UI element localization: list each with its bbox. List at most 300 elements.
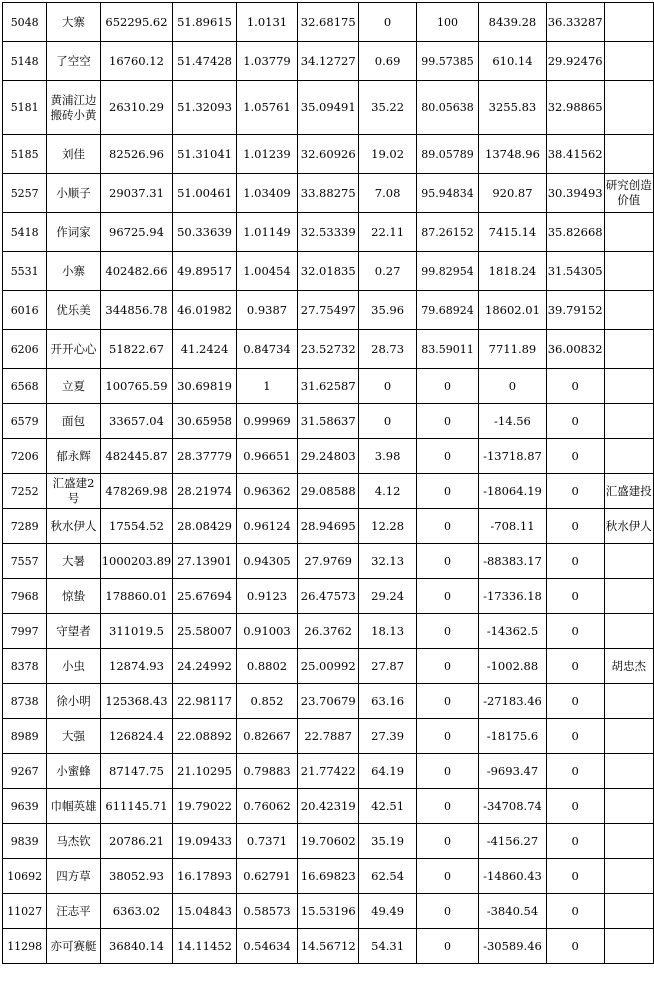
table-cell: 30.69819 <box>173 369 237 404</box>
table-cell: 12874.93 <box>100 649 173 684</box>
table-cell: 4.12 <box>359 474 417 509</box>
table-cell: 35.82668 <box>546 213 604 252</box>
table-cell: 0 <box>416 439 478 474</box>
table-cell: 27.13901 <box>173 544 237 579</box>
table-cell: 胡忠杰 <box>604 649 653 684</box>
table-cell: 178860.01 <box>100 579 173 614</box>
table-cell: 7252 <box>3 474 47 509</box>
table-cell: 7997 <box>3 614 47 649</box>
table-cell: 16760.12 <box>100 42 173 81</box>
table-cell: 27.39 <box>359 719 417 754</box>
table-row <box>3 509 654 544</box>
table-cell: 0.852 <box>236 684 297 719</box>
table-cell: 63.16 <box>359 684 417 719</box>
table-cell: 25.58007 <box>173 614 237 649</box>
table-cell: 32.01835 <box>298 252 359 291</box>
table-cell: 29037.31 <box>100 174 173 213</box>
table-cell: 守望者 <box>47 614 100 649</box>
table-cell: 汇盛建投 <box>604 474 653 509</box>
table-cell: 0 <box>416 929 478 964</box>
table-row <box>3 789 654 824</box>
table-row <box>3 404 654 439</box>
table-row <box>3 174 654 213</box>
table-cell: -9693.47 <box>479 754 547 789</box>
table-cell <box>604 789 653 824</box>
table-cell: 7415.14 <box>479 213 547 252</box>
table-cell <box>604 252 653 291</box>
table-row <box>3 252 654 291</box>
table-cell: 亦可赛艇 <box>47 929 100 964</box>
table-cell: 14.56712 <box>298 929 359 964</box>
table-cell: 巾帼英雄 <box>47 789 100 824</box>
table-cell <box>604 42 653 81</box>
table-cell: 刘佳 <box>47 135 100 174</box>
table-row <box>3 439 654 474</box>
table-cell: -27183.46 <box>479 684 547 719</box>
table-cell: 46.01982 <box>173 291 237 330</box>
table-cell: 0 <box>416 824 478 859</box>
table-cell: 0.82667 <box>236 719 297 754</box>
table-cell: 36.33287 <box>546 3 604 42</box>
table-cell: 31.58637 <box>298 404 359 439</box>
table-cell: -1002.88 <box>479 649 547 684</box>
table-cell: 1000203.89 <box>100 544 173 579</box>
table-cell: -4156.27 <box>479 824 547 859</box>
table-row <box>3 649 654 684</box>
table-cell: 0 <box>546 894 604 929</box>
table-row <box>3 213 654 252</box>
table-cell: 31.62587 <box>298 369 359 404</box>
table-cell: -13718.87 <box>479 439 547 474</box>
table-row <box>3 135 654 174</box>
table-row <box>3 3 654 42</box>
table-cell: 0 <box>359 3 417 42</box>
table-cell: 7557 <box>3 544 47 579</box>
table-cell: 1.01239 <box>236 135 297 174</box>
table-cell: 0 <box>416 614 478 649</box>
table-cell: 95.94834 <box>416 174 478 213</box>
table-cell: 0.96362 <box>236 474 297 509</box>
table-cell: 0.9387 <box>236 291 297 330</box>
table-cell: 0.8802 <box>236 649 297 684</box>
table-cell: -14.56 <box>479 404 547 439</box>
table-cell: 19.09433 <box>173 824 237 859</box>
table-cell: 0.69 <box>359 42 417 81</box>
table-cell: 87.26152 <box>416 213 478 252</box>
table-body <box>3 3 654 964</box>
table-cell <box>604 213 653 252</box>
table-row <box>3 894 654 929</box>
table-cell: 7.08 <box>359 174 417 213</box>
table-cell: 30.39493 <box>546 174 604 213</box>
table-cell: 35.96 <box>359 291 417 330</box>
table-cell: 42.51 <box>359 789 417 824</box>
table-cell: 38.41562 <box>546 135 604 174</box>
table-cell: 0 <box>546 684 604 719</box>
table-cell <box>604 404 653 439</box>
table-cell: 26310.29 <box>100 81 173 135</box>
table-cell <box>604 3 653 42</box>
table-cell: 5148 <box>3 42 47 81</box>
table-cell: 0 <box>416 859 478 894</box>
table-cell: 10692 <box>3 859 47 894</box>
table-cell: -30589.46 <box>479 929 547 964</box>
table-cell: 62.54 <box>359 859 417 894</box>
table-cell: 马杰钦 <box>47 824 100 859</box>
table-cell: 32.53339 <box>298 213 359 252</box>
table-cell: 19.79022 <box>173 789 237 824</box>
table-cell: 0 <box>416 789 478 824</box>
table-cell: 0.54634 <box>236 929 297 964</box>
table-cell: 26.3762 <box>298 614 359 649</box>
table-cell: 14.11452 <box>173 929 237 964</box>
table-cell: 0 <box>416 404 478 439</box>
table-row <box>3 42 654 81</box>
table-cell: 9839 <box>3 824 47 859</box>
table-cell: 34.12727 <box>298 42 359 81</box>
table-cell: 32.68175 <box>298 3 359 42</box>
table-row <box>3 330 654 369</box>
table-cell: 8989 <box>3 719 47 754</box>
table-cell: 402482.66 <box>100 252 173 291</box>
table-cell: 80.05638 <box>416 81 478 135</box>
table-cell: 51.89615 <box>173 3 237 42</box>
table-cell: 99.82954 <box>416 252 478 291</box>
table-cell: 8378 <box>3 649 47 684</box>
table-cell: 0 <box>546 614 604 649</box>
table-cell <box>604 824 653 859</box>
table-cell: 3255.83 <box>479 81 547 135</box>
table-cell: 89.05789 <box>416 135 478 174</box>
table-cell: 15.04843 <box>173 894 237 929</box>
table-cell: 0 <box>546 789 604 824</box>
table-cell: 20.42319 <box>298 789 359 824</box>
table-cell: 29.08588 <box>298 474 359 509</box>
table-cell: 优乐美 <box>47 291 100 330</box>
table-cell: 482445.87 <box>100 439 173 474</box>
table-cell: 100 <box>416 3 478 42</box>
table-cell: 7711.89 <box>479 330 547 369</box>
table-cell: 3.98 <box>359 439 417 474</box>
table-cell: 四方草 <box>47 859 100 894</box>
table-cell: 100765.59 <box>100 369 173 404</box>
table-cell: 9267 <box>3 754 47 789</box>
table-cell: 0 <box>546 439 604 474</box>
table-cell: 22.08892 <box>173 719 237 754</box>
table-cell: 36840.14 <box>100 929 173 964</box>
table-cell: 79.68924 <box>416 291 478 330</box>
table-cell: 0.99969 <box>236 404 297 439</box>
table-cell: 35.22 <box>359 81 417 135</box>
table-row <box>3 291 654 330</box>
table-cell <box>604 81 653 135</box>
table-cell: 0 <box>546 474 604 509</box>
table-cell: 32.98865 <box>546 81 604 135</box>
table-cell: 0 <box>546 649 604 684</box>
table-cell: 0.96651 <box>236 439 297 474</box>
table-cell: -708.11 <box>479 509 547 544</box>
table-cell: 5257 <box>3 174 47 213</box>
table-cell: -34708.74 <box>479 789 547 824</box>
table-cell: 0 <box>416 369 478 404</box>
table-cell: 29.24 <box>359 579 417 614</box>
table-cell: 0 <box>479 369 547 404</box>
table-cell: 20786.21 <box>100 824 173 859</box>
table-cell <box>604 719 653 754</box>
table-cell: 9639 <box>3 789 47 824</box>
table-cell: 0 <box>359 369 417 404</box>
table-cell: -14860.43 <box>479 859 547 894</box>
table-cell: 5185 <box>3 135 47 174</box>
table-cell: 12.28 <box>359 509 417 544</box>
table-cell: 小蜜蜂 <box>47 754 100 789</box>
table-cell <box>604 369 653 404</box>
table-cell: 小虫 <box>47 649 100 684</box>
table-cell: 311019.5 <box>100 614 173 649</box>
table-cell: 0 <box>416 719 478 754</box>
table-cell: 22.7887 <box>298 719 359 754</box>
table-cell: 面包 <box>47 404 100 439</box>
table-cell: 5531 <box>3 252 47 291</box>
table-cell: 0.9123 <box>236 579 297 614</box>
table-cell <box>604 579 653 614</box>
table-cell: 0 <box>546 719 604 754</box>
table-cell <box>604 894 653 929</box>
table-cell: 28.37779 <box>173 439 237 474</box>
table-cell: 50.33639 <box>173 213 237 252</box>
table-cell: 7289 <box>3 509 47 544</box>
table-cell: 99.57385 <box>416 42 478 81</box>
table-cell: 126824.4 <box>100 719 173 754</box>
table-cell: 1 <box>236 369 297 404</box>
table-cell: 29.92476 <box>546 42 604 81</box>
table-cell <box>604 439 653 474</box>
table-cell: 49.89517 <box>173 252 237 291</box>
table-cell: 33657.04 <box>100 404 173 439</box>
table-cell: 惊蛰 <box>47 579 100 614</box>
table-row <box>3 369 654 404</box>
table-cell: 24.24992 <box>173 649 237 684</box>
table-row <box>3 474 654 509</box>
table-cell: 0 <box>546 404 604 439</box>
table-cell: 51.31041 <box>173 135 237 174</box>
table-cell: 7968 <box>3 579 47 614</box>
table-cell: 0 <box>416 544 478 579</box>
table-cell: 0.62791 <box>236 859 297 894</box>
table-cell: 64.19 <box>359 754 417 789</box>
table-cell: 26.47573 <box>298 579 359 614</box>
table-cell: 7206 <box>3 439 47 474</box>
table-cell: 610.14 <box>479 42 547 81</box>
table-cell: -17336.18 <box>479 579 547 614</box>
table-cell: 5048 <box>3 3 47 42</box>
table-cell: -3840.54 <box>479 894 547 929</box>
table-cell: 5418 <box>3 213 47 252</box>
table-cell: 25.67694 <box>173 579 237 614</box>
table-cell: 11298 <box>3 929 47 964</box>
table-cell: 32.13 <box>359 544 417 579</box>
table-cell: 652295.62 <box>100 3 173 42</box>
table-cell: 32.60926 <box>298 135 359 174</box>
table-row <box>3 544 654 579</box>
table-cell: 6568 <box>3 369 47 404</box>
table-cell: 13748.96 <box>479 135 547 174</box>
table-cell: 31.54305 <box>546 252 604 291</box>
table-cell: 30.65958 <box>173 404 237 439</box>
table-cell: 27.75497 <box>298 291 359 330</box>
table-cell: 23.52732 <box>298 330 359 369</box>
table-cell: -88383.17 <box>479 544 547 579</box>
table-cell: 28.08429 <box>173 509 237 544</box>
table-cell: 0.94305 <box>236 544 297 579</box>
table-cell: 0.91003 <box>236 614 297 649</box>
table-cell: 125368.43 <box>100 684 173 719</box>
table-cell: 小顺子 <box>47 174 100 213</box>
table-cell: 51822.67 <box>100 330 173 369</box>
table-row <box>3 614 654 649</box>
table-cell: 22.11 <box>359 213 417 252</box>
table-cell: -14362.5 <box>479 614 547 649</box>
table-cell: 1.05761 <box>236 81 297 135</box>
table-cell: 大强 <box>47 719 100 754</box>
table-cell: 54.31 <box>359 929 417 964</box>
table-cell: 51.00461 <box>173 174 237 213</box>
table-cell: 6016 <box>3 291 47 330</box>
table-cell: 0 <box>359 404 417 439</box>
table-cell: 0.76062 <box>236 789 297 824</box>
table-cell: 0 <box>546 544 604 579</box>
table-cell: 0 <box>546 369 604 404</box>
table-cell: 35.09491 <box>298 81 359 135</box>
table-cell: 0 <box>546 824 604 859</box>
table-cell: 87147.75 <box>100 754 173 789</box>
table-cell: 作词家 <box>47 213 100 252</box>
table-cell: 0 <box>546 754 604 789</box>
table-cell: 大寨 <box>47 3 100 42</box>
table-cell: 1.00454 <box>236 252 297 291</box>
table-cell <box>604 754 653 789</box>
table-cell: 39.79152 <box>546 291 604 330</box>
table-cell: 19.70602 <box>298 824 359 859</box>
table-cell: 15.53196 <box>298 894 359 929</box>
table-cell: 35.19 <box>359 824 417 859</box>
table-cell: 0 <box>546 579 604 614</box>
table-cell: 27.87 <box>359 649 417 684</box>
table-cell: 6206 <box>3 330 47 369</box>
table-cell: 27.9769 <box>298 544 359 579</box>
table-cell: 28.94695 <box>298 509 359 544</box>
table-cell: 1.01149 <box>236 213 297 252</box>
table-cell: 51.47428 <box>173 42 237 81</box>
table-cell: 19.02 <box>359 135 417 174</box>
table-cell <box>604 135 653 174</box>
table-cell: 立夏 <box>47 369 100 404</box>
table-cell: 8738 <box>3 684 47 719</box>
table-row <box>3 684 654 719</box>
table-cell: 徐小明 <box>47 684 100 719</box>
table-cell: 0 <box>416 894 478 929</box>
table-cell: 82526.96 <box>100 135 173 174</box>
table-cell: 38052.93 <box>100 859 173 894</box>
table-cell: 21.10295 <box>173 754 237 789</box>
table-cell: 16.17893 <box>173 859 237 894</box>
table-row <box>3 81 654 135</box>
table-cell <box>604 544 653 579</box>
table-cell: 18.13 <box>359 614 417 649</box>
table-cell: 1.0131 <box>236 3 297 42</box>
table-cell: 29.24803 <box>298 439 359 474</box>
table-cell: 6579 <box>3 404 47 439</box>
table-cell: 5181 <box>3 81 47 135</box>
table-cell: 41.2424 <box>173 330 237 369</box>
table-cell: 0.79883 <box>236 754 297 789</box>
table-row <box>3 754 654 789</box>
table-cell: 了空空 <box>47 42 100 81</box>
data-table <box>2 2 654 964</box>
table-cell: 611145.71 <box>100 789 173 824</box>
table-cell: 1.03779 <box>236 42 297 81</box>
table-cell: 0 <box>416 579 478 614</box>
table-cell: 郁永辉 <box>47 439 100 474</box>
table-row <box>3 719 654 754</box>
table-cell: 秋水伊人 <box>47 509 100 544</box>
table-cell: 小寨 <box>47 252 100 291</box>
table-row <box>3 824 654 859</box>
table-cell: 22.98117 <box>173 684 237 719</box>
table-cell: 0 <box>416 509 478 544</box>
table-cell <box>604 330 653 369</box>
table-cell: 0 <box>546 859 604 894</box>
table-row <box>3 579 654 614</box>
table-cell: 17554.52 <box>100 509 173 544</box>
table-cell: 秋水伊人 <box>604 509 653 544</box>
table-cell: 汇盛建2号 <box>47 474 100 509</box>
table-cell: 16.69823 <box>298 859 359 894</box>
table-cell: 11027 <box>3 894 47 929</box>
table-cell: 28.21974 <box>173 474 237 509</box>
table-cell: 96725.94 <box>100 213 173 252</box>
table-cell: 0.84734 <box>236 330 297 369</box>
table-cell: 0.58573 <box>236 894 297 929</box>
table-cell: 6363.02 <box>100 894 173 929</box>
table-cell: 83.59011 <box>416 330 478 369</box>
table-cell: 0.27 <box>359 252 417 291</box>
table-cell <box>604 614 653 649</box>
table-cell: 黄浦江边搬砖小黄 <box>47 81 100 135</box>
table-cell: 研究创造价值 <box>604 174 653 213</box>
table-cell: 23.70679 <box>298 684 359 719</box>
table-cell: 8439.28 <box>479 3 547 42</box>
table-cell: 25.00992 <box>298 649 359 684</box>
table-cell: 18602.01 <box>479 291 547 330</box>
table-cell: 0 <box>546 509 604 544</box>
table-cell: 1.03409 <box>236 174 297 213</box>
table-cell <box>604 684 653 719</box>
table-cell: 920.87 <box>479 174 547 213</box>
table-cell: 0 <box>416 649 478 684</box>
table-cell: 汪志平 <box>47 894 100 929</box>
table-cell: 49.49 <box>359 894 417 929</box>
table-cell: 28.73 <box>359 330 417 369</box>
table-cell: 478269.98 <box>100 474 173 509</box>
table-cell <box>604 291 653 330</box>
table-cell: -18064.19 <box>479 474 547 509</box>
table-cell: 0 <box>546 929 604 964</box>
table-row <box>3 929 654 964</box>
table-cell: 开开心心 <box>47 330 100 369</box>
table-cell: 0.96124 <box>236 509 297 544</box>
table-cell: 1818.24 <box>479 252 547 291</box>
